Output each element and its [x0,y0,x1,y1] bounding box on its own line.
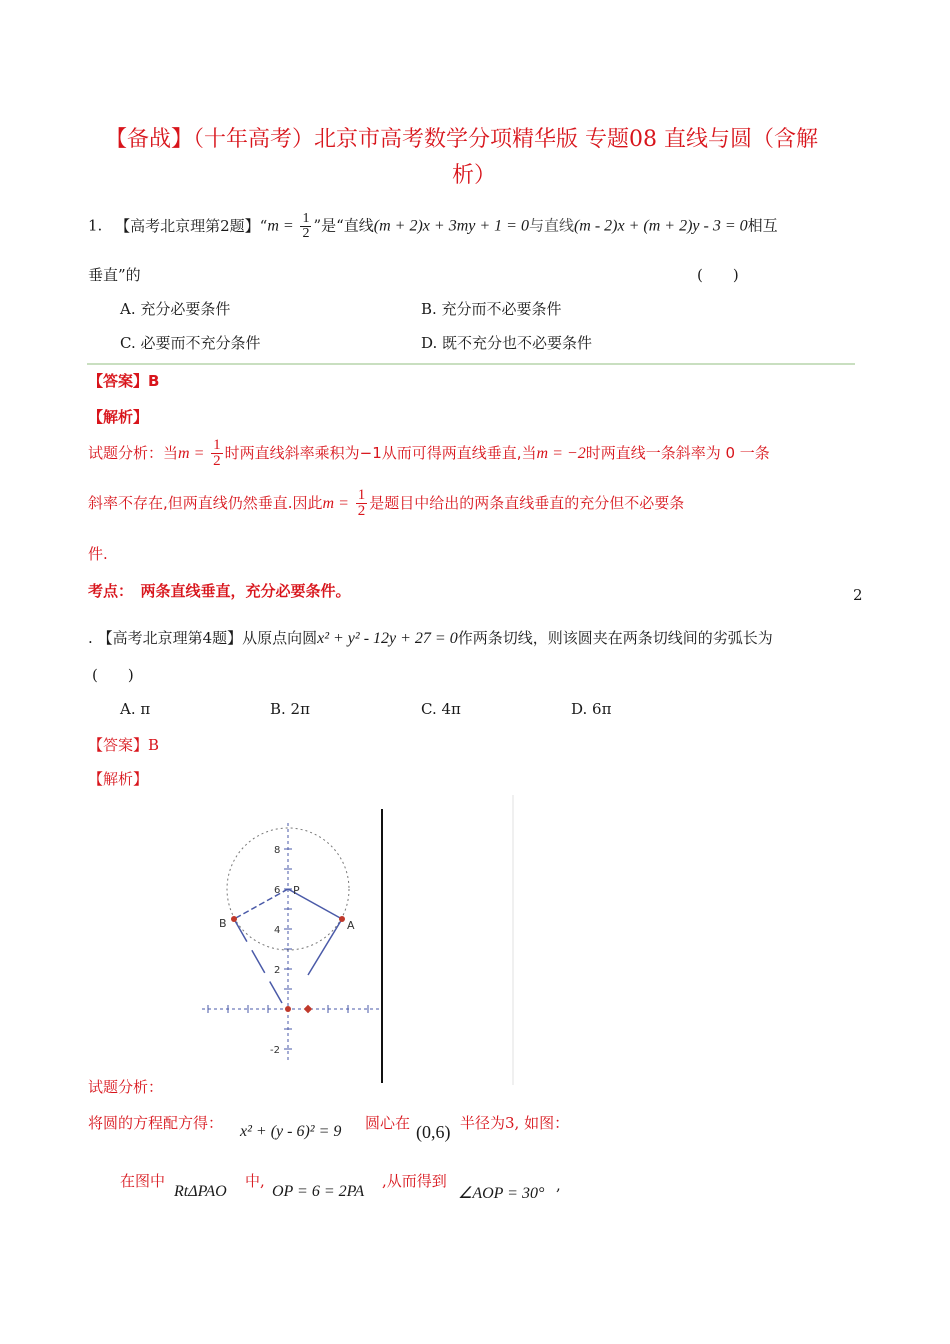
q2-analysis-label: 【解析】 [88,770,149,788]
q1-paren: ( ) [697,266,739,284]
q2-analysis-center: 圆心在 [365,1114,411,1132]
q2-analysis-end: , [556,1176,561,1194]
q2-analysis-radius: 半径为3, 如图： [460,1114,570,1132]
q1-line-a: (m + 2)x + 3my + 1 = 0 [373,217,529,235]
q1-answer: 【答案】B [88,372,160,390]
tick-label-2: 2 [274,965,281,976]
q2-option-a: A. π [120,700,151,718]
q1-stem [88,212,778,241]
q2-analysis-angle: ∠AOP = 30° [458,1185,545,1202]
q1-option-c: C. 必要而不充分条件 [120,334,261,352]
section-divider [87,363,855,365]
q2-source: 【高考北京理第4题】从原点向圆 [97,629,318,647]
q2-analysis-op: OP = 6 = 2PA [272,1183,365,1200]
q1-analysis-label: 【解析】 [88,408,149,426]
doc-title-line1: 【备战】（十年高考）北京市高考数学分项精华版 专题08 直线与圆（含解 [105,127,818,152]
q2-analysis-eq: x² + (y - 6)² = 9 [240,1123,342,1140]
q1-with: 与直线 [528,216,574,235]
point-x-marker [304,1005,312,1013]
q1-stem-line2: 垂直”的 [88,266,141,284]
q1-analysis-p2: 斜率不存在,但两直线仍然垂直.因此m = $\frac{1}{2}$ 是题目中给出的两条直线垂直的充分但不必要条 [88,487,685,519]
q2-option-d: D. 6π [571,700,612,718]
q2-analysis-triangle: RtΔPAO [174,1183,227,1200]
q1-mid: ”是“直线 [313,216,374,235]
doc-title-line2: 析） [452,163,497,188]
circle-tangent-figure [190,795,530,1095]
q1-fraction: $\frac{1}{2}$ [302,211,310,241]
q1-option-d: D. 既不充分也不必要条件 [421,334,593,352]
tick-label-6: 6 [274,885,281,896]
tick-label-4: 4 [274,925,281,936]
q2-tail: 作两条切线，则该圆夹在两条切线间的劣弧长为 [457,629,773,647]
label-p: P [293,884,300,897]
q1-tail: 相互 [747,216,778,235]
q1-analysis-p3: 件. [88,545,108,563]
q1-analysis-p1: 试题分析：当m = $\frac{1}{2}$ 时两直线斜率乘积为−1从而可得两直线垂直,当m = −2时两直线一条斜率为 0 一条 [88,437,770,469]
q2-option-b: B. 2π [270,700,310,718]
q2-option-c: C. 4π [421,700,461,718]
q1-number: 1. [88,216,103,235]
tick-label-neg2: -2 [270,1045,280,1056]
q2-answer: 【答案】B [88,736,160,754]
q2-analysis-line1: 将圆的方程配方得： [88,1114,224,1132]
q2-number-tail: 2 [853,586,863,604]
q1-kaodian: 考点： 两条直线垂直，充分必要条件。 [88,582,351,600]
q2-analysis-line2-a: 在图中 [120,1172,166,1190]
q2-paren: ( ) [92,666,134,684]
label-b: B [219,917,227,930]
q1-option-b: B. 充分而不必要条件 [421,300,562,318]
q2-eq: x² + y² - 12y + 27 = 0 [317,630,458,647]
q2-analysis-point: (0,6) [416,1122,451,1142]
q2-stem: . 【高考北京理第4题】从原点向圆x² + y² - 12y + 27 = 0作两条切线，则该圆夹在两条切线间的劣弧长为 [88,629,773,647]
label-a: A [347,919,355,932]
q2-analysis-title: 试题分析： [88,1078,164,1096]
q1-line-b: (m - 2)x + (m + 2)y - 3 = 0 [573,217,748,235]
point-origin [285,1006,291,1012]
point-b [231,916,237,922]
q1-m-eq: m = [267,217,294,235]
q2-analysis-line2-b: 中, [245,1172,265,1190]
point-a [339,916,345,922]
q1-option-a: A. 充分必要条件 [120,300,231,318]
q1-source: 【高考北京理第2题】“ [115,216,268,235]
q2-analysis-line2-c: ,从而得到 [382,1172,447,1190]
tick-label-8: 8 [274,845,281,856]
